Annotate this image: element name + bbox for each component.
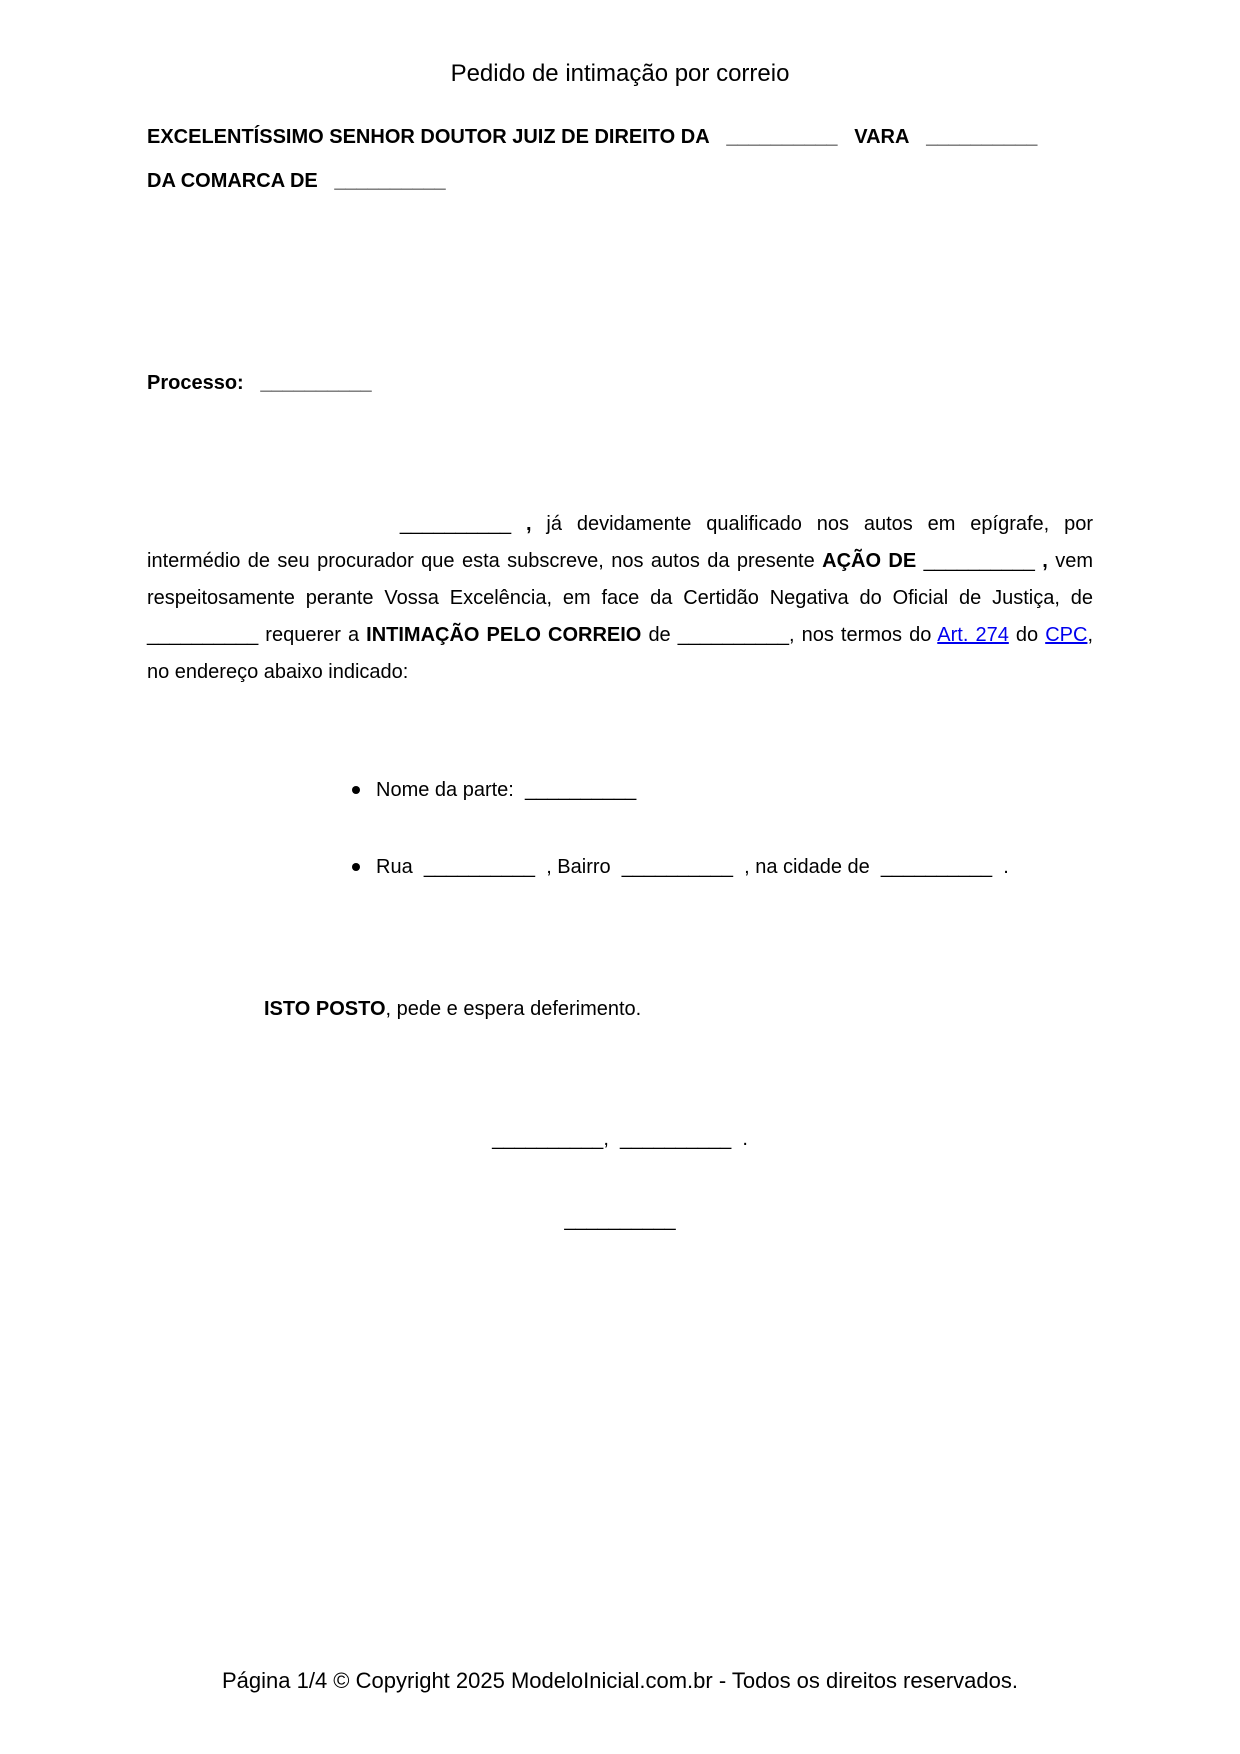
addressee-line1: EXCELENTÍSSIMO SENHOR DOUTOR JUIZ DE DIREITO DA — [147, 126, 710, 148]
blank-nome: __________ — [524, 779, 637, 801]
body-part4: , nos termos do — [788, 624, 932, 646]
vara-label: VARA — [854, 126, 910, 148]
closing-line — [264, 994, 641, 1024]
art-274-link[interactable]: Art. 274 — [937, 624, 1009, 646]
blank-vara-type: __________ — [926, 126, 1038, 148]
blank-vara-number: __________ — [726, 126, 838, 148]
blank-target-party: __________ — [677, 624, 789, 646]
bullet-list-name — [350, 775, 1110, 805]
blank-rua: __________ — [423, 856, 536, 878]
blank-date-signature: __________ — [620, 1128, 732, 1150]
place-date-separator: , — [603, 1128, 609, 1150]
blank-cidade: __________ — [880, 856, 993, 878]
blank-comarca: __________ — [334, 170, 446, 192]
cidade-label: , na cidade de — [744, 856, 870, 878]
blank-bairro: __________ — [621, 856, 734, 878]
cpc-link[interactable]: CPC — [1045, 624, 1088, 646]
list-item — [350, 852, 1110, 882]
list-item — [350, 775, 1110, 805]
comma-bold: , — [525, 513, 532, 535]
bairro-label: , Bairro — [546, 856, 611, 878]
processo-label: Processo: — [147, 372, 244, 394]
intimacao-pelo-correio: INTIMAÇÃO PELO CORREIO — [366, 624, 642, 646]
document-title: Pedido de intimação por correio — [450, 60, 790, 87]
blank-acao: __________ — [923, 550, 1035, 572]
closing-rest: , pede e espera deferimento. — [385, 998, 642, 1020]
body-part5: , no endereço abaixo indicado: — [147, 624, 1093, 683]
comma-bold-2: , — [1042, 550, 1048, 572]
isto-posto: ISTO POSTO — [264, 998, 386, 1020]
petition-body — [147, 506, 1093, 691]
body-do: do — [1015, 624, 1039, 646]
body-de: de — [648, 624, 671, 646]
bullet-list-address — [350, 852, 1110, 882]
place-date-line — [0, 1124, 1240, 1154]
blank-signature: __________ — [564, 1209, 676, 1231]
place-date-end: . — [742, 1128, 748, 1150]
addressee-block — [147, 115, 1093, 203]
blank-date: __________ — [147, 624, 259, 646]
rua-label: Rua — [376, 856, 413, 878]
signature-line — [0, 1205, 1240, 1235]
blank-party-name: __________ — [399, 513, 512, 535]
body-part3: requerer a — [265, 624, 360, 646]
processo-line — [147, 368, 1093, 398]
blank-place: __________ — [492, 1128, 604, 1150]
body-part2: vem respeitosamente perante Vossa Excelência, em face da Certidão Negativa do Oficial de Justiça, de — [147, 550, 1094, 609]
page-footer: Página 1/4 © Copyright 2025 ModeloInicial.com.br - Todos os direitos reservados. — [222, 1668, 1018, 1693]
blank-processo: __________ — [260, 372, 372, 394]
addressee-line2: DA COMARCA DE — [147, 170, 318, 192]
nome-label: Nome da parte: — [376, 779, 514, 801]
address-end: . — [1003, 856, 1009, 878]
body-part1: já devidamente qualificado nos autos em epígrafe, por intermédio de seu procurador que esta subscreve, nos autos da presente — [147, 513, 1094, 572]
acao-de: AÇÃO DE — [822, 550, 917, 572]
